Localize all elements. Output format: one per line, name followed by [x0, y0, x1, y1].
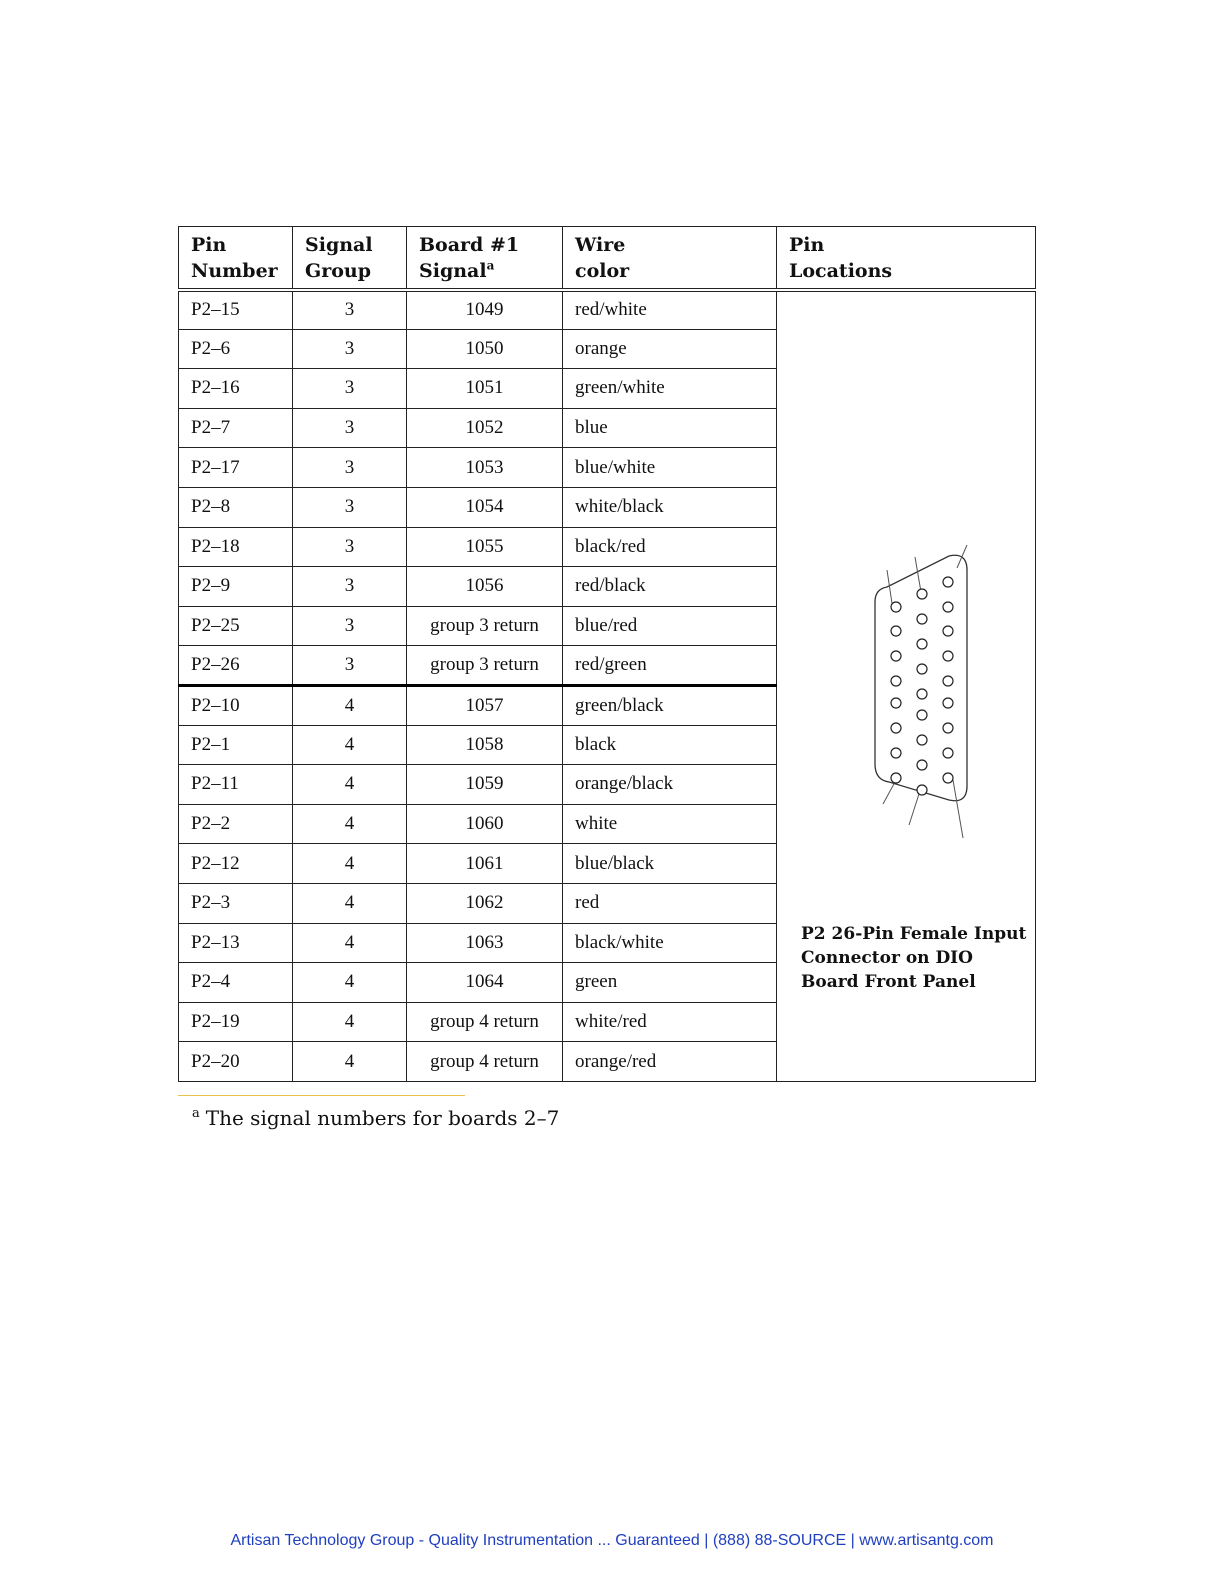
board-signal-cell: group 4 return: [407, 1042, 563, 1082]
pin-hole: [891, 698, 901, 708]
pin-hole: [891, 676, 901, 686]
pin-hole: [891, 602, 901, 612]
board-signal-cell: group 3 return: [407, 646, 563, 686]
pin-number-cell: P2–13: [179, 923, 293, 963]
pin-number-cell: P2–1: [179, 725, 293, 765]
pin-hole: [891, 748, 901, 758]
signal-group-cell: 4: [293, 1002, 407, 1042]
signal-group-cell: 4: [293, 765, 407, 805]
signal-group-cell: 3: [293, 329, 407, 369]
signal-group-cell: 3: [293, 606, 407, 646]
pin-hole: [917, 785, 927, 795]
wire-color-cell: red/green: [563, 646, 777, 686]
footnote-text: The signal numbers for boards 2–7: [205, 1106, 560, 1130]
wire-color-cell: green/black: [563, 685, 777, 725]
table-header-row: [179, 227, 1036, 290]
signal-group-cell: 4: [293, 963, 407, 1003]
pin-hole: [917, 735, 927, 745]
board-signal-cell: 1054: [407, 487, 563, 527]
header-signal-group: Signal Group: [293, 227, 407, 290]
wire-color-cell: black/white: [563, 923, 777, 963]
board-signal-cell: 1056: [407, 567, 563, 607]
board-signal-cell: 1057: [407, 685, 563, 725]
pin-number-cell: P2–9: [179, 567, 293, 607]
wire-color-cell: red: [563, 883, 777, 923]
wire-color-cell: orange/black: [563, 765, 777, 805]
wire-color-cell: red/black: [563, 567, 777, 607]
leader-line: [915, 557, 921, 592]
signal-group-cell: 3: [293, 567, 407, 607]
wire-color-cell: white/black: [563, 487, 777, 527]
header-wire-color: Wire color: [563, 227, 777, 290]
pin-hole: [943, 626, 953, 636]
pin-hole: [891, 651, 901, 661]
pin-number-cell: P2–8: [179, 487, 293, 527]
signal-group-cell: 3: [293, 487, 407, 527]
pin-number-cell: P2–6: [179, 329, 293, 369]
board-signal-cell: 1050: [407, 329, 563, 369]
board-signal-cell: 1052: [407, 408, 563, 448]
pin-number-cell: P2–4: [179, 963, 293, 1003]
board-signal-cell: 1063: [407, 923, 563, 963]
footnote: [192, 1106, 559, 1130]
pin-hole: [917, 760, 927, 770]
wire-color-cell: blue/white: [563, 448, 777, 488]
pin-hole: [943, 723, 953, 733]
signal-group-cell: 3: [293, 646, 407, 686]
leader-line: [953, 780, 963, 838]
pin-hole: [943, 773, 953, 783]
pin-hole: [943, 651, 953, 661]
pin-hole: [943, 748, 953, 758]
footnote-ref: a: [486, 258, 495, 273]
signal-group-cell: 3: [293, 369, 407, 409]
board-signal-cell: 1053: [407, 448, 563, 488]
header-board-signal: Board #1 Signal$^a$: [407, 227, 563, 290]
pin-number-cell: P2–17: [179, 448, 293, 488]
board-signal-cell: 1055: [407, 527, 563, 567]
wire-color-cell: blue: [563, 408, 777, 448]
pin-number-cell: P2–2: [179, 804, 293, 844]
pin-hole: [943, 602, 953, 612]
leader-line: [957, 545, 967, 568]
wire-color-cell: black: [563, 725, 777, 765]
signal-group-cell: 4: [293, 725, 407, 765]
header-pin-number: Pin Number: [179, 227, 293, 290]
board-signal-cell: 1061: [407, 844, 563, 884]
pin-number-cell: P2–18: [179, 527, 293, 567]
table-row: [179, 290, 1036, 330]
wire-color-cell: black/red: [563, 527, 777, 567]
pin-number-cell: P2–16: [179, 369, 293, 409]
wire-color-cell: orange/red: [563, 1042, 777, 1082]
signal-group-cell: 3: [293, 408, 407, 448]
pin-locations-cell: [777, 290, 1036, 1082]
wire-color-cell: blue/black: [563, 844, 777, 884]
pin-number-cell: P2–3: [179, 883, 293, 923]
board-signal-cell: 1058: [407, 725, 563, 765]
pin-hole: [891, 773, 901, 783]
pin-hole: [943, 676, 953, 686]
leader-line: [909, 794, 919, 825]
signal-group-cell: 4: [293, 685, 407, 725]
pin-hole: [917, 589, 927, 599]
pin-number-cell: P2–20: [179, 1042, 293, 1082]
signal-group-cell: 4: [293, 1042, 407, 1082]
wire-color-cell: white/red: [563, 1002, 777, 1042]
pin-hole: [891, 723, 901, 733]
board-signal-cell: 1051: [407, 369, 563, 409]
signal-group-cell: 4: [293, 844, 407, 884]
wire-color-cell: orange: [563, 329, 777, 369]
pin-hole: [917, 664, 927, 674]
footnote-divider: [178, 1095, 465, 1096]
pin-hole: [917, 639, 927, 649]
board-signal-cell: 1060: [407, 804, 563, 844]
wire-color-cell: green: [563, 963, 777, 1003]
footnote-mark: a: [192, 1106, 200, 1122]
pin-hole: [943, 577, 953, 587]
pin-number-cell: P2–10: [179, 685, 293, 725]
signal-group-cell: 4: [293, 804, 407, 844]
connector-caption: P2 26-Pin Female Input Connector on DIO Board Front Panel: [801, 923, 1027, 992]
leader-line: [883, 782, 895, 804]
board-signal-cell: 1059: [407, 765, 563, 805]
pin-number-cell: P2–11: [179, 765, 293, 805]
connector-diagram: [869, 542, 989, 842]
wire-color-cell: blue/red: [563, 606, 777, 646]
pin-assignment-table: [178, 226, 1036, 1082]
wire-color-cell: red/white: [563, 290, 777, 330]
pin-hole: [891, 626, 901, 636]
pin-number-cell: P2–26: [179, 646, 293, 686]
pin-hole: [917, 689, 927, 699]
pin-number-cell: P2–15: [179, 290, 293, 330]
wire-color-cell: green/white: [563, 369, 777, 409]
board-signal-cell: 1064: [407, 963, 563, 1003]
signal-group-cell: 3: [293, 527, 407, 567]
pin-number-cell: P2–7: [179, 408, 293, 448]
signal-group-cell: 4: [293, 923, 407, 963]
board-signal-cell: group 3 return: [407, 606, 563, 646]
wire-color-cell: white: [563, 804, 777, 844]
pin-number-cell: P2–12: [179, 844, 293, 884]
signal-group-cell: 3: [293, 290, 407, 330]
header-pin-locations: Pin Locations: [777, 227, 1036, 290]
board-signal-cell: 1049: [407, 290, 563, 330]
pin-hole: [917, 614, 927, 624]
signal-group-cell: 4: [293, 883, 407, 923]
pin-number-cell: P2–25: [179, 606, 293, 646]
pin-hole: [943, 698, 953, 708]
pin-hole: [917, 710, 927, 720]
pin-number-cell: P2–19: [179, 1002, 293, 1042]
signal-group-cell: 3: [293, 448, 407, 488]
board-signal-cell: group 4 return: [407, 1002, 563, 1042]
footer-banner[interactable]: Artisan Technology Group - Quality Instrumentation ... Guaranteed | (888) 88-SOURCE | www.artisantg.com: [230, 1532, 994, 1549]
board-signal-cell: 1062: [407, 883, 563, 923]
